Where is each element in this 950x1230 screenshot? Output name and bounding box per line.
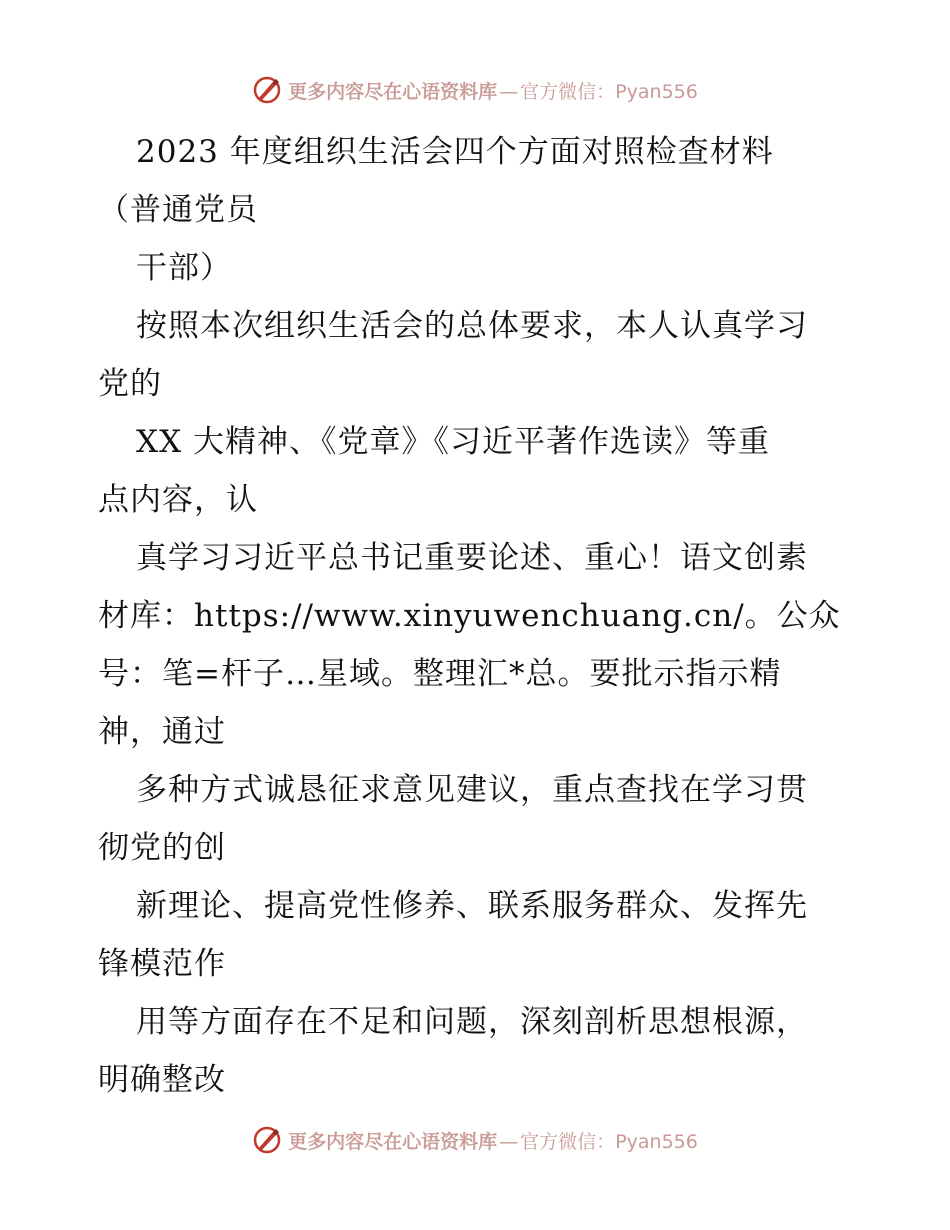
- document-subtitle-line-2: 干部）: [136, 250, 232, 286]
- header-banner-separator: —: [499, 80, 519, 103]
- paragraph-line: 多种方式诚恳征求意见建议，重点查找在学习贯: [136, 772, 808, 808]
- paragraph-line: 党的: [98, 366, 162, 402]
- footer-banner-main: 更多内容尽在心语资料库: [288, 1130, 498, 1153]
- footer-banner-text: [288, 1127, 698, 1154]
- paragraph-line: 按照本次组织生活会的总体要求，本人认真学习: [136, 308, 808, 344]
- header-banner-wechat-id: Pyan556: [615, 80, 698, 103]
- paragraph-line: 新理论、提高党性修养、联系服务群众、发挥先: [136, 888, 808, 924]
- document-body: [98, 123, 858, 1109]
- footer-banner-separator: —: [499, 1130, 519, 1153]
- document-title: 2023 年度组织生活会四个方面对照检查材料: [136, 134, 774, 170]
- header-banner: [0, 70, 950, 110]
- paragraph-line: 号：笔=杆子…星域。整理汇*总。要批示指示精: [98, 656, 782, 692]
- footer-banner: [0, 1120, 950, 1160]
- pen-logo-icon: [252, 75, 282, 105]
- paragraph-line: 神，通过: [98, 714, 226, 750]
- pen-logo-icon: [252, 1125, 282, 1155]
- paragraph-line: 明确整改: [98, 1062, 226, 1098]
- paragraph-line: 材库：https://www.xinyuwenchuang.cn/。公众: [98, 598, 841, 634]
- paragraph-line: 锋模范作: [98, 946, 226, 982]
- paragraph-line: 真学习习近平总书记重要论述、重心！语文创素: [136, 540, 808, 576]
- footer-banner-official: 官方微信：: [520, 1130, 616, 1153]
- paragraph-line: 用等方面存在不足和问题，深刻剖析思想根源，: [136, 1004, 808, 1040]
- header-banner-text: [288, 77, 698, 104]
- paragraph-line: 彻党的创: [98, 830, 226, 866]
- paragraph-line: XX 大精神、《党章》《习近平著作选读》等重: [136, 424, 770, 460]
- paragraph-line: 点内容，认: [98, 482, 258, 518]
- header-banner-official: 官方微信：: [520, 80, 616, 103]
- footer-banner-wechat-id: Pyan556: [615, 1130, 698, 1153]
- header-banner-main: 更多内容尽在心语资料库: [288, 80, 498, 103]
- document-subtitle-line-1: （普通党员: [98, 192, 258, 228]
